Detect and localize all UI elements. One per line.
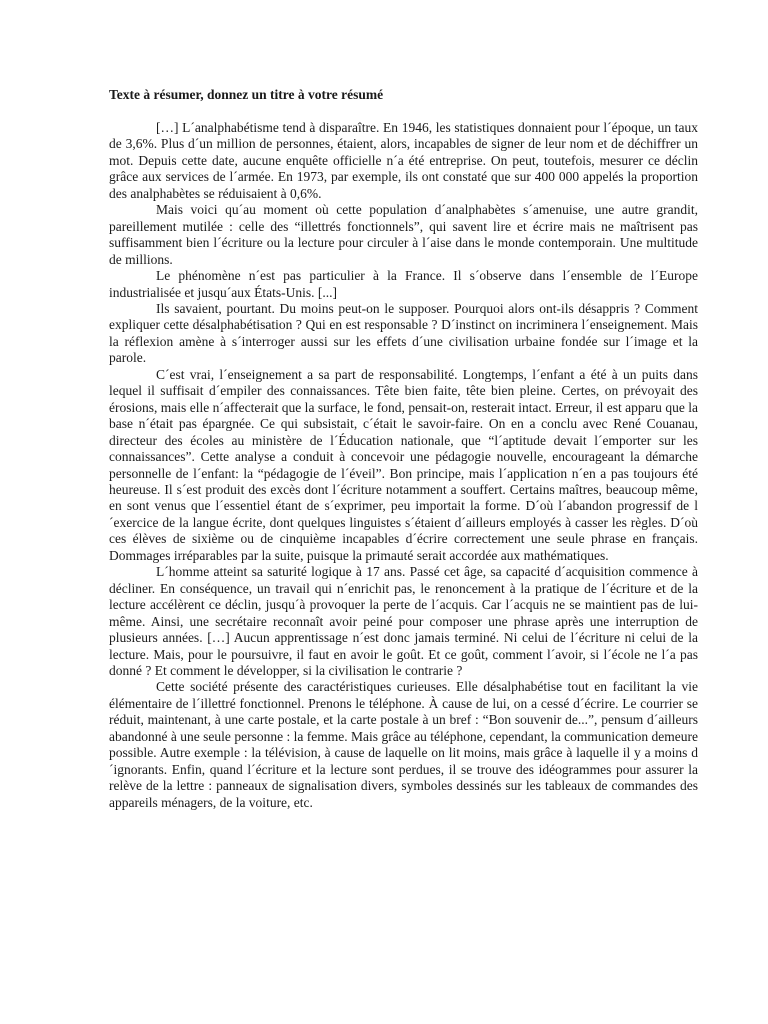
paragraph-3: Le phénomène n´est pas particulier à la France. Il s´observe dans l´ensemble de l´Europe industrialisée et jusqu´aux États-Unis. [...] <box>109 268 698 300</box>
document-page <box>109 86 698 811</box>
document-title: Texte à résumer, donnez un titre à votre résumé <box>109 87 384 102</box>
paragraph-2: Mais voici qu´au moment où cette population d´analphabètes s´amenuise, une autre grandit, pareillement mutilée : celle des “illettrés fonctionnels”, qui savent lire et écrire mais ne maîtrisent pas suffisamment bien l´écriture ou la lecture pour circuler à l´aise dans le monde contemporain. Une multitude de millions. <box>109 202 698 267</box>
paragraph-7: Cette société présente des caractéristiques curieuses. Elle désalphabétise tout en facilitant la vie élémentaire de l´illettré fonctionnel. Prenons le téléphone. À cause de lui, on a cessé d´écrire. Le courrier se réduit, maintenant, à une carte postale, et la carte postale à un bref : “Bon souvenir de...”, pensum d´ailleurs abandonné à une seule personne : la femme. Mais grâce au téléphone, cependant, la communication demeure possible. Autre exemple : la télévision, à cause de laquelle on lit moins, mais grâce à laquelle il y a moins d´ignorants. Enfin, quand l´écriture et la lecture sont perdues, il se trouve des idéogrammes pour assurer la relève de la lettre : panneaux de signalisation divers, symboles dessinés sur les tableaux de commandes des appareils ménagers, de la voiture, etc. <box>109 679 698 810</box>
paragraph-6: L´homme atteint sa saturité logique à 17 ans. Passé cet âge, sa capacité d´acquisition commence à décliner. En conséquence, un travail qui n´enrichit pas, le renoncement à la pratique de l´écriture et de la lecture accélèrent ce déclin, jusqu´à provoquer la perte de l´acquis. Car l´acquis ne se maintient pas de lui-même. Ainsi, une secrétaire reconnaît avoir peiné pour composer une phrase après une interruption de plusieurs années. […] Aucun apprentissage n´est donc jamais terminé. Ni celui de l´écriture ni celui de la lecture. Mais, pour le poursuivre, il faut en avoir le goût. Et ce goût, comment l´avoir, si l´école ne l´a pas donné ? Et comment le développer, si la civilisation le contrarie ? <box>109 564 698 678</box>
paragraph-1: […] L´analphabétisme tend à disparaître. En 1946, les statistiques donnaient pour l´époque, un taux de 3,6%. Plus d´un million de personnes, étaient, alors, incapables de signer de leur nom et de déchiffrer un mot. Depuis cette date, aucune enquête officielle n´a été entreprise. On peut, toutefois, mesurer ce déclin grâce aux services de l´armée. En 1973, par exemple, ils ont constaté que sur 400 000 appelés la proportion des analphabètes se réduisaient à 0,6%. <box>109 120 698 201</box>
paragraph-4: Ils savaient, pourtant. Du moins peut-on le supposer. Pourquoi alors ont-ils désappris ? Comment expliquer cette désalphabétisation ? Qui en est responsable ? D´instinct on incriminera l´enseignement. Mais la réflexion amène à s´interroger aussi sur les effets d´une civilisation urbaine fondée sur l´image et la parole. <box>109 300 698 366</box>
paragraph-5: C´est vrai, l´enseignement a sa part de responsabilité. Longtemps, l´enfant a été à un puits dans lequel il suffisait d´empiler des connaissances. Tête bien faite, tête bien pleine. Certes, on prévoyait des érosions, mais elle n´affecterait que la surface, le fond, pensait-on, resterait intact. Erreur, il est apparu que la base n´était pas épargnée. Ce qui subsistait, c´était le savoir-faire. On en a conclu avec René Couanau, directeur des écoles au ministère de l´Éducation nationale, que “l´aptitude devait l´emporter sur les connaissances”. Cette analyse a conduit à concevoir une pédagogie nouvelle, encourageant la démarche personnelle de l´enfant: la “pédagogie de l´éveil”. Bon principe, mais l´application n´en a pas toujours été heureuse. Il s´est produit des excès dont l´écriture notamment a souffert. Certains maîtres, beaucoup même, en sont venus que l´essentiel étant de s´exprimer, peu importait la forme. D´où l´abandon progressif de l´exercice de la langue écrite, dont quelques linguistes s´étaient d´ailleurs employés à casser les règles. D´où ces élèves de sixième ou de cinquième incapables d´écrire correctement une seule phrase en français. Dommages irréparables par la suite, puisque la primauté serait accordée aux mathématiques. <box>109 366 698 563</box>
